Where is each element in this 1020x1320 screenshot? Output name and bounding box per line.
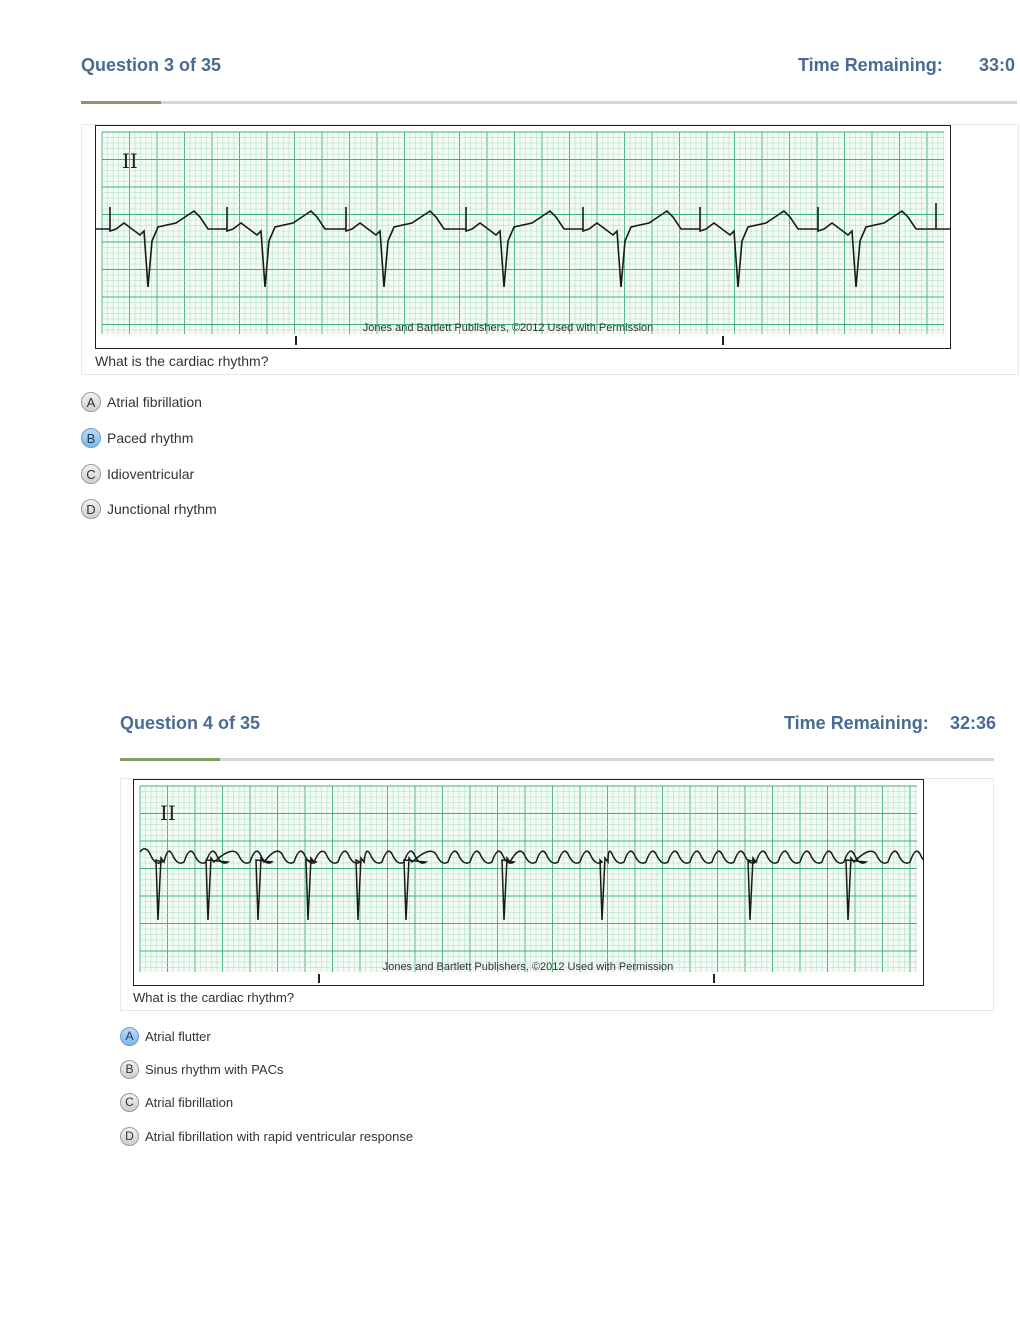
image-credit: Jones and Bartlett Publishers, ©2012 Used with Permission: [362, 322, 654, 334]
answer-option-a[interactable]: [81, 391, 202, 413]
progress-bar: [120, 758, 994, 761]
time-remaining-label: Time Remaining:: [798, 55, 943, 75]
answer-option-b[interactable]: [120, 1058, 283, 1080]
lead-label: II: [160, 801, 176, 825]
option-text: Atrial fibrillation: [145, 1094, 234, 1110]
option-letter-badge: D: [81, 499, 101, 519]
option-letter-badge: C: [120, 1093, 139, 1112]
ecg-strip: [95, 125, 951, 349]
option-letter-badge: A: [81, 392, 101, 412]
option-text: Atrial fibrillation with rapid ventricular response: [145, 1128, 414, 1144]
option-letter-badge: B: [120, 1060, 139, 1079]
question-card: [81, 124, 1019, 375]
strip-tick-mark: [722, 336, 724, 345]
progress-bar: [81, 101, 1017, 104]
ecg-strip: [133, 779, 924, 986]
time-remaining-value: 32:36: [950, 713, 997, 733]
option-letter-badge-selected: A: [120, 1027, 139, 1046]
option-text: Paced rhythm: [107, 430, 194, 446]
lead-label: II: [122, 149, 138, 173]
answer-option-d[interactable]: [120, 1125, 413, 1147]
answer-option-b[interactable]: [81, 427, 193, 449]
strip-tick-mark: [295, 336, 297, 345]
option-text: Atrial flutter: [145, 1028, 211, 1044]
question-prompt: What is the cardiac rhythm?: [133, 990, 295, 1005]
answer-option-c[interactable]: [120, 1091, 233, 1113]
ecg-strip-image: [134, 780, 923, 985]
question-counter: Question 4 of 35: [120, 713, 261, 733]
ecg-strip-image: [96, 126, 950, 348]
strip-tick-mark: [713, 974, 715, 983]
time-remaining-value: 33:0: [979, 55, 1016, 75]
option-letter-badge: C: [81, 464, 101, 484]
option-text: Sinus rhythm with PACs: [145, 1061, 284, 1077]
answer-option-c[interactable]: [81, 463, 194, 485]
progress-bar-fill: [81, 101, 161, 104]
strip-tick-mark: [318, 974, 320, 983]
progress-bar-fill: [120, 758, 220, 761]
question-header: [120, 713, 997, 743]
image-credit: Jones and Bartlett Publishers, ©2012 Used with Permission: [382, 961, 674, 973]
option-letter-badge: D: [120, 1127, 139, 1146]
time-remaining-label: Time Remaining:: [784, 713, 929, 733]
question-header: [81, 55, 1017, 85]
question-block-4: [120, 713, 997, 1153]
question-block-3: [81, 55, 1017, 525]
answer-option-d[interactable]: [81, 498, 217, 520]
question-prompt: What is the cardiac rhythm?: [95, 353, 269, 369]
option-text: Idioventricular: [107, 466, 195, 482]
question-card: [120, 778, 994, 1011]
answer-option-a[interactable]: [120, 1025, 211, 1047]
option-text: Atrial fibrillation: [107, 394, 202, 410]
option-text: Junctional rhythm: [107, 501, 217, 517]
option-letter-badge-selected: B: [81, 428, 101, 448]
question-counter: Question 3 of 35: [81, 55, 222, 75]
